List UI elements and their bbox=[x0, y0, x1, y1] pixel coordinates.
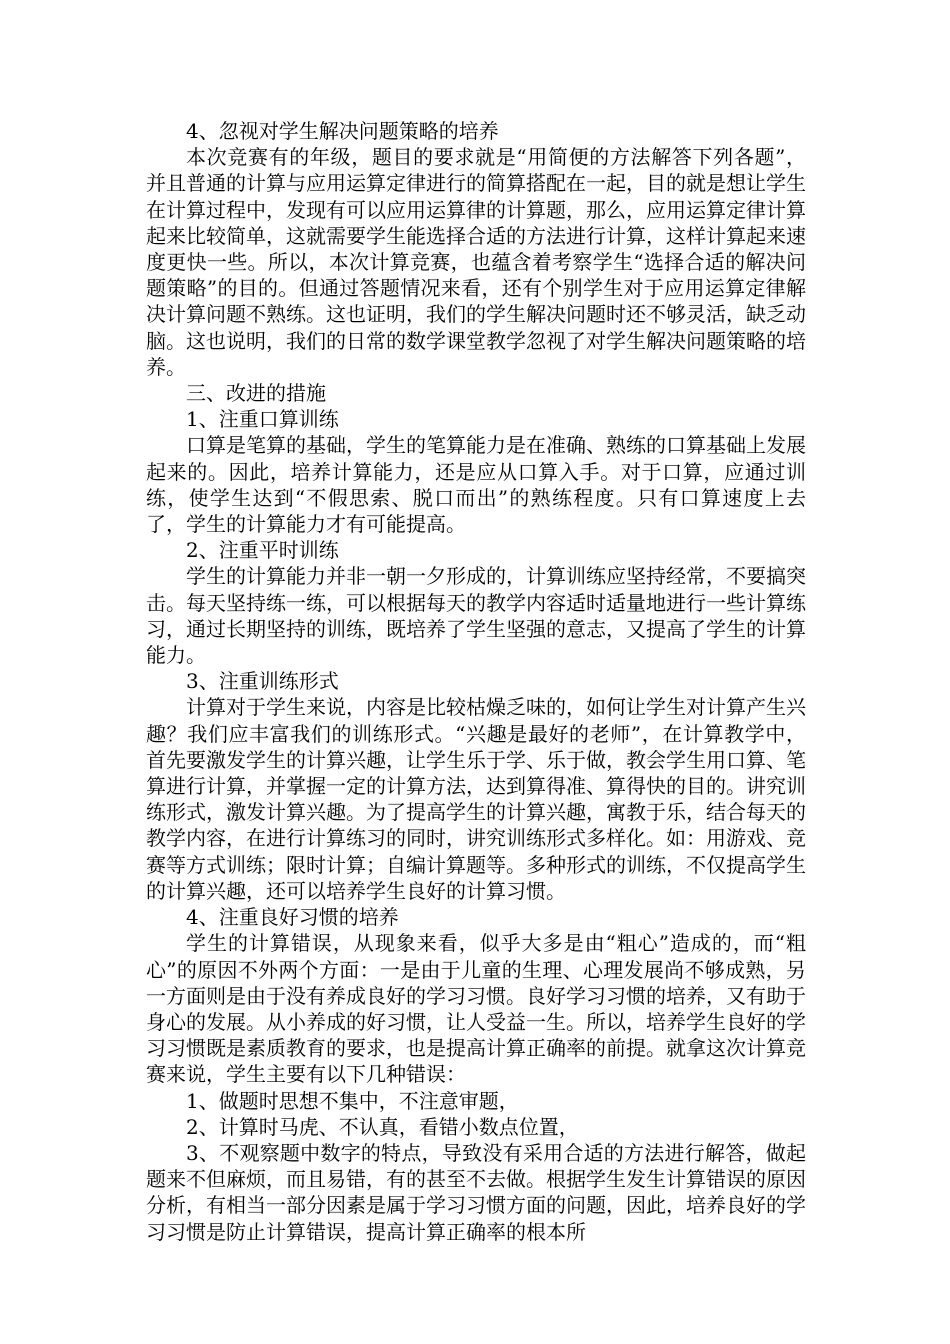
section-heading-strategy: 4、忽视对学生解决问题策略的培养 bbox=[186, 119, 499, 143]
subheading-good-habits: 4、注重良好习惯的培养 bbox=[186, 905, 399, 930]
subheading-mental-arithmetic: 1、注重口算训练 bbox=[186, 407, 339, 432]
paragraph-strategy-body: 本次竞赛有的年级，题目的要求就是“用简便的方法解答下列各题”，并且普通的计算与应用运算定律进行的简算搭配在一起，目的就是想让学生在计算过程中，发现有可以应用运算律的计算题，那么，应用运算定律计算起来比较简单，这就需要学生能选择合适的方法进行计算，这样计算起来速度更快一些。所以，本次计算竞赛，也蕴含着考察学生“选择合适的解决问题策略”的目的。但通过答题情况来看，还有个别学生对于应用运算定律解决计算问题不熟练。这也证明，我们的学生解决问题时还不够灵活，缺乏动脑。这也说明，我们的日常的数学课堂教学忽视了对学生解决问题策略的培养。 bbox=[146, 145, 806, 379]
list-item-error-1: 1、做题时思想不集中，不注意审题， bbox=[186, 1088, 519, 1113]
paragraph-mental-arithmetic: 口算是笔算的基础，学生的笔算能力是在准确、熟练的口算基础上发展起来的。因此，培养计算能力，还是应从口算入手。对于口算，应通过训练，使学生达到“不假思索、脱口而出”的熟练程度。只有口算速度上去了，学生的计算能力才有可能提高。 bbox=[146, 433, 806, 537]
paragraph-training-forms: 计算对于学生来说，内容是比较枯燥乏味的，如何让学生对计算产生兴趣？我们应丰富我们的训练形式。“兴趣是最好的老师”，在计算教学中，首先要激发学生的计算兴趣，让学生乐于学、乐于做，教会学生用口算、笔算进行计算，并掌握一定的计算方法，达到算得准、算得快的目的。讲究训练形式，激发计算兴趣。为了提高学生的计算兴趣，寓教于乐，结合每天的教学内容，在进行计算练习的同时，讲究训练形式多样化。如：用游戏、竞赛等方式训练；限时计算；自编计算题等。多种形式的训练，不仅提高学生的计算兴趣，还可以培养学生良好的计算习惯。 bbox=[146, 695, 806, 903]
document-page bbox=[146, 118, 806, 1245]
paragraph-good-habits: 学生的计算错误，从现象来看，似乎大多是由“粗心”造成的，而“粗心”的原因不外两个方面：一是由于儿童的生理、心理发展尚不够成熟，另一方面则是由于没有养成良好的学习习惯。良好学习习惯的培养，又有助于身心的发展。从小养成的好习惯，让人受益一生。所以，培养学生良好的学习习惯既是素质教育的要求，也是提高计算正确率的前提。就拿这次计算竞赛来说，学生主要有以下几种错误： bbox=[146, 931, 806, 1087]
subheading-daily-practice: 2、注重平时训练 bbox=[186, 538, 339, 563]
list-item-error-2: 2、计算时马虎、不认真，看错小数点位置， bbox=[186, 1114, 579, 1139]
section-heading-improvements: 三、改进的措施 bbox=[186, 381, 326, 406]
list-item-error-3: 3、不观察题中数字的特点，导致没有采用合适的方法进行解答，做起题来不但麻烦，而且易错，有的甚至不去做。根据学生发生计算错误的原因分析，有相当一部分因素是属于学习习惯方面的问题，因此，培养良好的学习习惯是防止计算错误，提高计算正确率的根本所 bbox=[146, 1140, 806, 1244]
paragraph-daily-practice: 学生的计算能力并非一朝一夕形成的，计算训练应坚持经常，不要搞突击。每天坚持练一练，可以根据每天的教学内容适时适量地进行一些计算练习，通过长期坚持的训练，既培养了学生坚强的意志，又提高了学生的计算能力。 bbox=[146, 564, 806, 668]
subheading-training-forms: 3、注重训练形式 bbox=[186, 669, 339, 694]
